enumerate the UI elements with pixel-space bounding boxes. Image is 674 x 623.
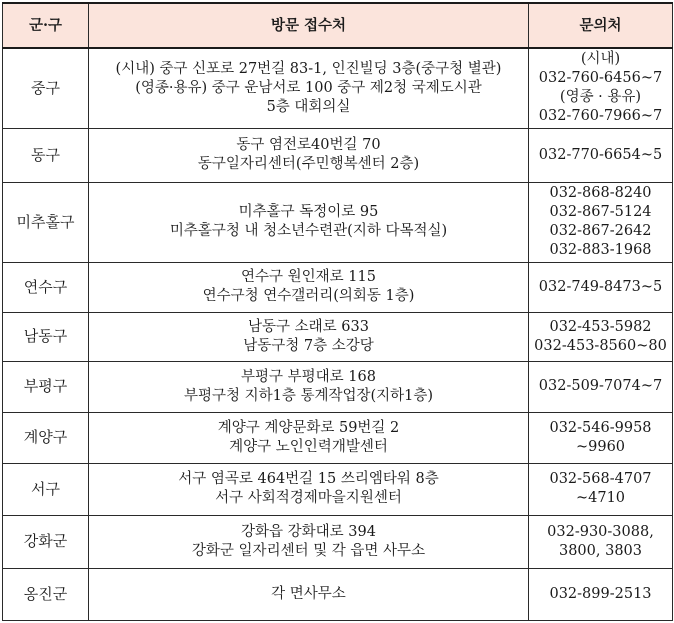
location-line: (영종·용유) 중구 운남서로 100 중구 제2청 국제도시관 [135, 79, 482, 96]
location-cell [89, 262, 529, 312]
contact-line: 032-568-4707 [549, 471, 652, 487]
contact-line: 032-760-7966~7 [538, 108, 663, 125]
table-row [3, 48, 673, 128]
table-row [3, 361, 673, 412]
location-cell [89, 312, 529, 361]
contact-cell [529, 128, 673, 182]
contact-line: 032-867-2642 [549, 223, 652, 239]
header-district: 군·구 [3, 3, 89, 48]
district-cell: 동구 [3, 128, 89, 182]
district-cell: 옹진군 [3, 568, 89, 620]
district-cell: 서구 [3, 463, 89, 515]
location-line: 남동구 소래로 633 [248, 318, 369, 335]
contact-line: 032-930-3088, [547, 523, 654, 540]
contact-cell [529, 463, 673, 515]
location-line: 계양구 계양문화로 59번길 2 [217, 419, 400, 436]
table-row [3, 463, 673, 515]
contact-line: 032-749-8473~5 [538, 278, 663, 295]
location-cell [89, 412, 529, 463]
location-cell [89, 48, 529, 128]
location-line: 미추홀구청 내 청소년수련관(지하 다목적실) [169, 223, 448, 239]
table-row [3, 412, 673, 463]
contact-line: 032-453-5982 [549, 318, 652, 335]
location-line: 서구 사회적경제마을지원센터 [215, 490, 402, 506]
location-cell [89, 361, 529, 412]
location-line: 동구 염전로40번길 70 [236, 137, 381, 153]
location-cell [89, 182, 529, 262]
contact-cell [529, 262, 673, 312]
location-line: 서구 염곡로 464번길 15 쓰리엠타워 8층 [178, 471, 439, 487]
table-row [3, 128, 673, 182]
contact-line: ~4710 [575, 490, 626, 506]
location-line: 연수구청 연수갤러리(의회동 1층) [202, 288, 415, 304]
location-line: 각 면사무소 [271, 585, 346, 602]
reception-table [2, 2, 673, 621]
district-cell: 계양구 [3, 412, 89, 463]
district-cell: 미추홀구 [3, 182, 89, 262]
contact-line: ~9960 [575, 438, 626, 455]
contact-line: 032-546-9958 [549, 419, 652, 436]
location-line: 강화읍 강화대로 394 [241, 523, 376, 540]
table-header-row [3, 3, 673, 48]
header-contact: 문의처 [529, 3, 673, 48]
location-line: 남동구청 7층 소강당 [243, 337, 374, 354]
location-line: 강화군 일자리센터 및 각 읍면 사무소 [191, 542, 426, 559]
contact-line: 032-770-6654~5 [538, 146, 663, 163]
district-cell: 강화군 [3, 515, 89, 568]
contact-line: 032-867-5124 [549, 204, 652, 220]
contact-cell [529, 182, 673, 262]
contact-line: (시내) [580, 51, 621, 68]
contact-line: 032-883-1968 [549, 242, 652, 258]
contact-cell [529, 568, 673, 620]
district-cell: 남동구 [3, 312, 89, 361]
location-line: 미추홀구 독정이로 95 [238, 204, 379, 220]
contact-line: (영종 · 용유) [559, 89, 642, 106]
location-line: 계양구 노인인력개발센터 [229, 438, 388, 455]
district-cell: 연수구 [3, 262, 89, 312]
contact-cell [529, 48, 673, 128]
location-cell [89, 515, 529, 568]
district-cell: 부평구 [3, 361, 89, 412]
location-line: 부평구 부평대로 168 [241, 368, 376, 385]
contact-cell [529, 312, 673, 361]
location-line: 5층 대회의실 [266, 98, 351, 115]
district-cell: 중구 [3, 48, 89, 128]
location-line: 동구일자리센터(주민행복센터 2층) [197, 156, 420, 172]
contact-line: 3800, 3803 [558, 542, 643, 559]
location-line: 연수구 원인재로 115 [241, 269, 376, 285]
contact-line: 032-868-8240 [549, 185, 652, 201]
contact-line: 032-899-2513 [549, 585, 652, 602]
location-cell [89, 568, 529, 620]
table-row [3, 262, 673, 312]
contact-line: 032-760-6456~7 [538, 70, 663, 87]
table-row [3, 312, 673, 361]
table-row [3, 515, 673, 568]
header-location: 방문 접수처 [89, 3, 529, 48]
contact-cell [529, 412, 673, 463]
contact-cell [529, 515, 673, 568]
contact-line: 032-453-8560~80 [534, 337, 667, 354]
reception-table-container [2, 2, 673, 621]
table-row [3, 568, 673, 620]
location-line: 부평구청 지하1층 통계작업장(지하1층) [183, 387, 434, 404]
contact-cell [529, 361, 673, 412]
location-line: (시내) 중구 신포로 27번길 83-1, 인진빌딩 3층(중구청 별관) [115, 60, 502, 77]
location-cell [89, 128, 529, 182]
contact-line: 032-509-7074~7 [538, 378, 663, 394]
table-row [3, 182, 673, 262]
location-cell [89, 463, 529, 515]
